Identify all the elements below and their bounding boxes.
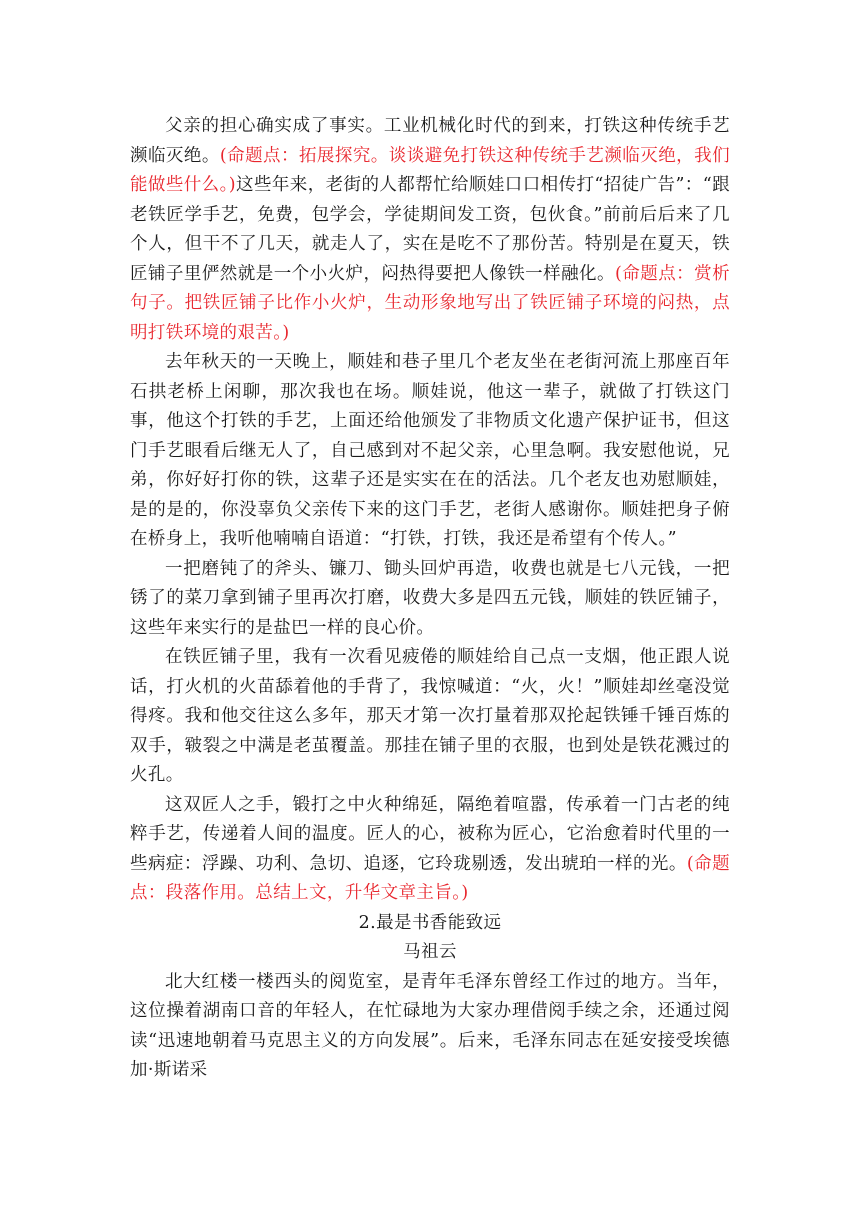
body-text: 这双匠人之手，锻打之中火种绵延，隔绝着喧嚣，传承着一门古老的纯粹手艺，传递着人间的温度。匠人的心，被称为匠心，它治愈着时代里的一些病症：浮躁、功利、急切、追逐，它玲珑剔透，发出琥珀一样的光。 — [130, 794, 730, 874]
annotation-note: (命题点：拓展探究。谈谈避免打铁这种传统手艺濒临灭绝，我们能做些什么。) — [130, 145, 730, 195]
section-title: 2.最是书香能致远 — [358, 912, 502, 933]
paragraph — [130, 112, 730, 348]
author-name: 马祖云 — [403, 942, 457, 962]
paragraph — [130, 791, 730, 909]
annotation-note: (命题点：段落作用。总结上文，升华文章主旨。) — [130, 853, 730, 903]
paragraph: 北大红楼一楼西头的阅览室，是青年毛泽东曾经工作过的地方。当年，这位操着湖南口音的年轻人，在忙碌地为大家办理借阅手续之余，还通过阅读“迅速地朝着马克思主义的方向发展”。后来，毛泽东同志在延安接受埃德加·斯诺采 — [130, 971, 730, 1080]
body-text: 这些年来，老街的人都帮忙给顺娃口口相传打“招徒广告”：“跟老铁匠学手艺，免费，包学会，学徒期间发工资，包伙食。”前前后后来了几个人，但干不了几天，就走人了，实在是吃不了那份苦。特别是在夏天，铁匠铺子里俨然就是一个小火炉，闷热得要把人像铁一样融化。 — [130, 175, 730, 284]
paragraph: 去年秋天的一天晚上，顺娃和巷子里几个老友坐在老街河流上那座百年石拱老桥上闲聊，那次我也在场。顺娃说，他这一辈子，就做了打铁这门事，他这个打铁的手艺，上面还给他颁发了非物质文化遗产保护证书，但这门手艺眼看后继无人了，自己感到对不起父亲，心里急啊。我安慰他说，兄弟，你好好打你的铁，这辈子还是实实在在的活法。几个老友也劝慰顺娃，是的是的，你没辜负父亲传下来的这门手艺，老街人感谢你。顺娃把身子俯在桥身上，我听他喃喃自语道：“打铁，打铁，我还是希望有个传人。” — [130, 352, 730, 549]
document-page — [130, 112, 730, 1086]
body-text: 父亲的担心确实成了事实。工业机械化时代的到来，打铁这种传统手艺濒临灭绝。 — [130, 116, 730, 166]
paragraph: 在铁匠铺子里，我有一次看见疲倦的顺娃给自己点一支烟，他正跟人说话，打火机的火苗舔着他的手背了，我惊喊道：“火，火！”顺娃却丝毫没觉得疼。我和他交往这么多年，那天才第一次打量着那双抡起铁锤千锤百炼的双手，皲裂之中满是老茧覆盖。那挂在铺子里的衣服，也到处是铁花溅过的火孔。 — [130, 647, 730, 785]
paragraph: 一把磨钝了的斧头、镰刀、锄头回炉再造，收费也就是七八元钱，一把锈了的菜刀拿到铺子里再次打磨，收费大多是四五元钱，顺娃的铁匠铺子，这些年来实行的是盐巴一样的良心价。 — [130, 558, 730, 638]
annotation-note: (命题点：赏析句子。把铁匠铺子比作小火炉，生动形象地写出了铁匠铺子环境的闷热，点明打铁环境的艰苦。) — [130, 263, 730, 343]
